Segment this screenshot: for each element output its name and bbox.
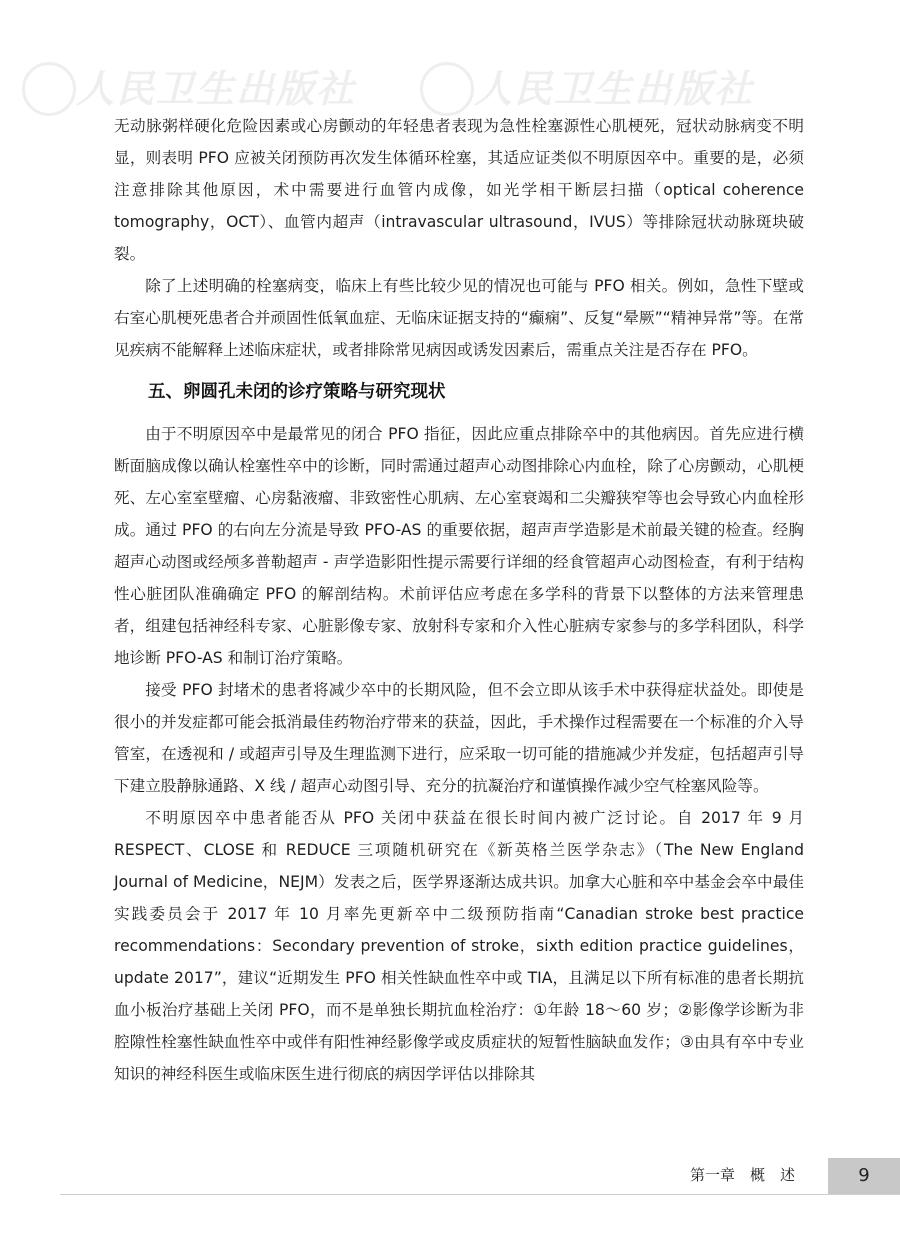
paragraph: 由于不明原因卒中是最常见的闭合 PFO 指征，因此应重点排除卒中的其他病因。首先应进行横断面脑成像以确认栓塞性卒中的诊断，同时需通过超声心动图排除心内血栓，除了心房颤动，心肌梗死、左心室室壁瘤、心房黏液瘤、非致密性心肌病、左心室衰竭和二尖瓣狭窄等也会导致心内血栓形成。通过 PFO 的右向左分流是导致 PFO-AS 的重要依据，超声声学造影是术前最关键的检查。经胸超声心动图或经颅多普勒超声 - 声学造影阳性提示需要行详细的经食管超声心动图检查，有利于结构性心脏团队准确确定 PFO 的解剖结构。术前评估应考虑在多学科的背景下以整体的方法来管理患者，组建包括神经科专家、心脏影像专家、放射科专家和介入性心脏病专家参与的多学科团队，科学地诊断 PFO-AS 和制订治疗策略。 bbox=[114, 425, 804, 667]
watermark-text: 人民卫生出版社 bbox=[76, 66, 357, 111]
paragraph: 除了上述明确的栓塞病变，临床上有些比较少见的情况也可能与 PFO 相关。例如，急性下壁或右室心肌梗死患者合并顽固性低氧血症、无临床证据支持的“癫痫”、反复“晕厥”“精神异常”等。在常见疾病不能解释上述临床症状，或者排除常见病因或诱发因素后，需重点关注是否存在 PFO。 bbox=[114, 277, 804, 359]
watermark-seal-icon bbox=[420, 62, 474, 116]
paragraph: 无动脉粥样硬化危险因素或心房颤动的年轻患者表现为急性栓塞源性心肌梗死，冠状动脉病变不明显，则表明 PFO 应被关闭预防再次发生体循环栓塞，其适应证类似不明原因卒中。重要的是，必须注意排除其他原因，术中需要进行血管内成像，如光学相干断层扫描（optical coherence tomography，OCT）、血管内超声（intravascular ultrasound，IVUS）等排除冠状动脉斑块破裂。 bbox=[114, 117, 804, 263]
page-number: 9 bbox=[828, 1158, 900, 1194]
chapter-title: 第一章 概 述 bbox=[690, 1166, 796, 1184]
watermark-text: 人民卫生出版社 bbox=[474, 66, 755, 111]
footer-divider bbox=[60, 1194, 900, 1195]
watermark-seal-icon bbox=[22, 62, 76, 116]
section-heading: 五、卵圆孔未闭的诊疗策略与研究现状 bbox=[148, 382, 446, 402]
main-content bbox=[114, 110, 804, 1090]
paragraph: 接受 PFO 封堵术的患者将减少卒中的长期风险，但不会立即从该手术中获得症状益处。即使是很小的并发症都可能会抵消最佳药物治疗带来的获益，因此，手术操作过程需要在一个标准的介入导管室，在透视和 / 或超声引导及生理监测下进行，应采取一切可能的措施减少并发症，包括超声引导下建立股静脉通路、X 线 / 超声心动图引导、充分的抗凝治疗和谨慎操作减少空气栓塞风险等。 bbox=[114, 681, 804, 795]
paragraph: 不明原因卒中患者能否从 PFO 关闭中获益在很长时间内被广泛讨论。自 2017 年 9 月 RESPECT、CLOSE 和 REDUCE 三项随机研究在《新英格兰医学杂志》（The New England Journal of Medicine，NEJM）发表之后，医学界逐渐达成共识。加拿大心脏和卒中基金会卒中最佳实践委员会于 2017 年 10 月率先更新卒中二级预防指南“Canadian stroke best practice recommendations：Secondary prevention of stroke，sixth edition practice guidelines，update 2017”，建议“近期发生 PFO 相关性缺血性卒中或 TIA，且满足以下所有标准的患者长期抗血小板治疗基础上关闭 PFO，而不是单独长期抗血栓治疗：①年龄 18～60 岁；②影像学诊断为非腔隙性栓塞性缺血性卒中或伴有阳性神经影像学或皮质症状的短暂性脑缺血发作；③由具有卒中专业知识的神经科医生或临床医生进行彻底的病因学评估以排除其 bbox=[114, 809, 804, 1083]
